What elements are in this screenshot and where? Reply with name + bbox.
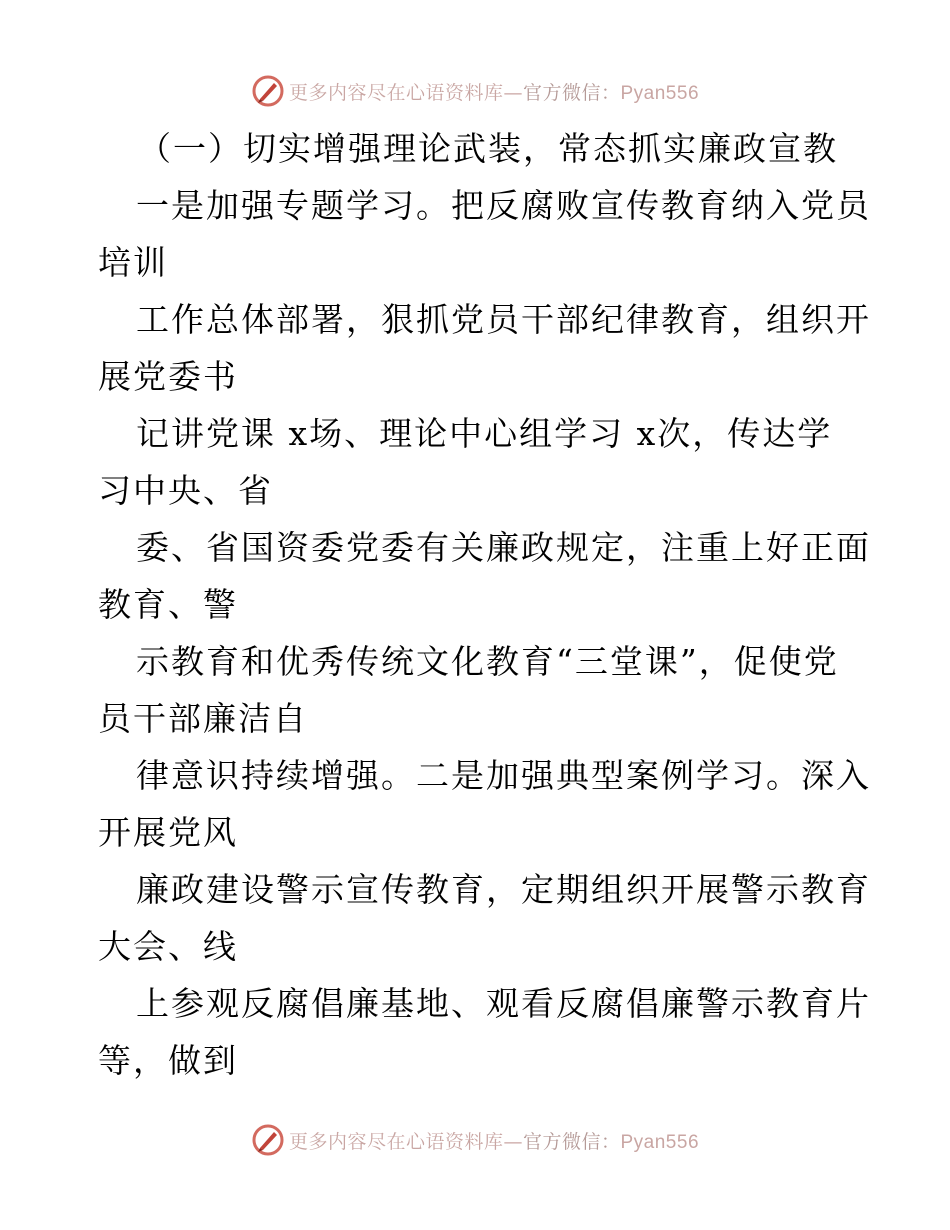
text-line: 委、省国资委党委有关廉政规定，注重上好正面 — [136, 528, 871, 567]
text-line: 开展党风 — [98, 813, 238, 852]
watermark-dash: — — [503, 1130, 523, 1153]
text-line: 大会、线 — [98, 927, 238, 966]
pen-logo-icon — [251, 74, 285, 108]
watermark-text — [289, 78, 699, 105]
text-line: 示教育和优秀传统文化教育“三堂课”，促使党 — [136, 642, 839, 681]
text-line: 习中央、省 — [98, 471, 273, 510]
watermark-official: 官方微信： — [522, 81, 621, 104]
watermark-dash: — — [503, 81, 523, 104]
text-line: 一是加强专题学习。把反腐败宣传教育纳入党员 — [136, 186, 871, 225]
text-line: 员干部廉洁自 — [98, 699, 308, 738]
text-line: 工作总体部署，狠抓党员干部纪律教育，组织开 — [136, 300, 871, 339]
text-line: 教育、警 — [98, 585, 238, 624]
watermark-id: Pyan556 — [620, 82, 700, 104]
text-line: 等，做到 — [98, 1041, 238, 1080]
pen-logo-icon — [251, 1123, 285, 1157]
section-heading: （一）切实增强理论武装，常态抓实廉政宣教 — [138, 129, 838, 168]
text-line: 记讲党课 x场、理论中心组学习 x次，传达学 — [136, 414, 833, 453]
watermark-footer — [0, 1120, 950, 1160]
watermark-official: 官方微信： — [522, 1130, 621, 1153]
text-line: 廉政建设警示宣传教育，定期组织开展警示教育 — [136, 870, 871, 909]
text-line: 上参观反腐倡廉基地、观看反腐倡廉警示教育片 — [136, 984, 871, 1023]
document-body — [98, 120, 871, 1089]
text-line: 培训 — [98, 243, 168, 282]
watermark-header — [0, 71, 950, 111]
watermark-id: Pyan556 — [620, 1131, 700, 1153]
watermark-main: 更多内容尽在心语资料库 — [288, 81, 504, 104]
text-line: 律意识持续增强。二是加强典型案例学习。深入 — [136, 756, 871, 795]
watermark-text — [289, 1127, 699, 1154]
watermark-main: 更多内容尽在心语资料库 — [288, 1130, 504, 1153]
text-line: 展党委书 — [98, 357, 238, 396]
